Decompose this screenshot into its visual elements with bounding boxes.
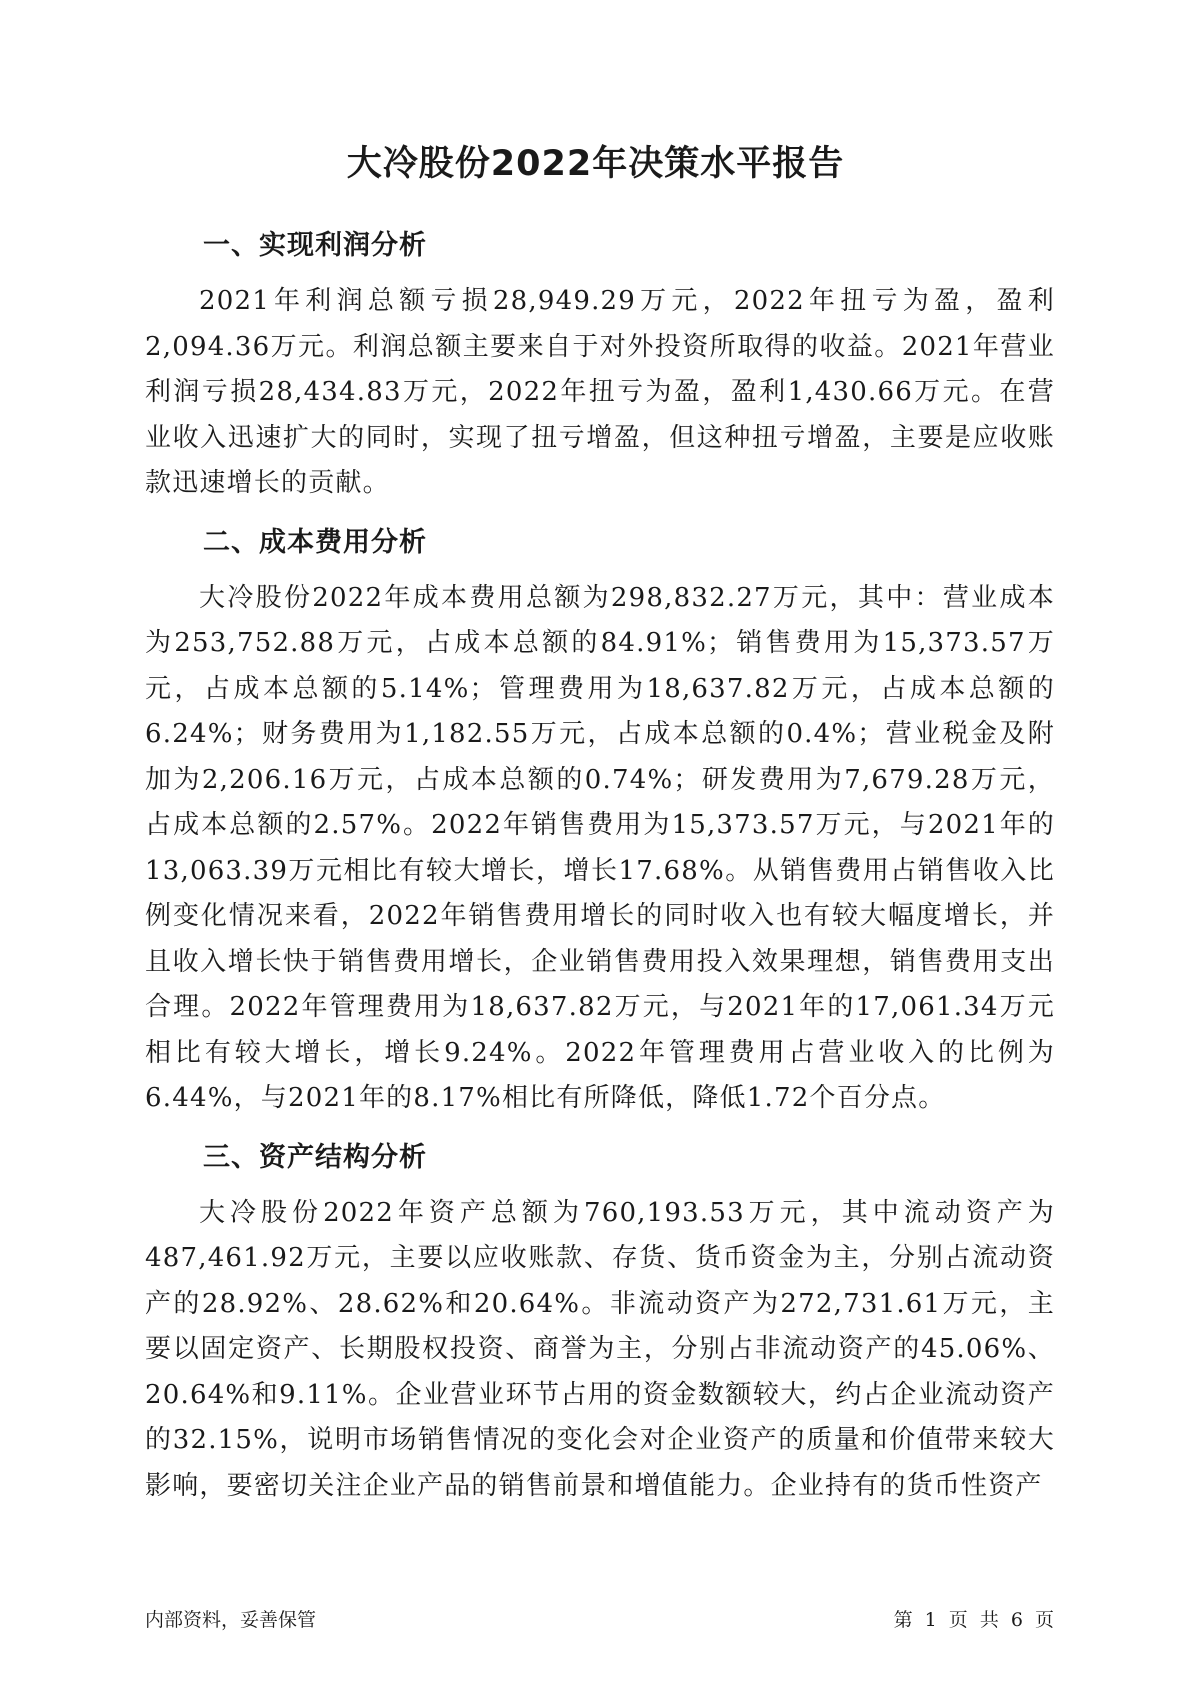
section-paragraph-cost: 大冷股份2022年成本费用总额为298,832.27万元，其中：营业成本为253,752.88万元，占成本总额的84.91%；销售费用为15,373.57万元，占成本总额的5.14%；管理费用为18,637.82万元，占成本总额的6.24%；财务费用为1,182.55万元，占成本总额的0.4%；营业税金及附加为2,206.16万元，占成本总额的0.74%；研发费用为7,679.28万元，占成本总额的2.57%。2022年销售费用为15,373.57万元，与2021年的13,063.39万元相比有较大增长，增长17.68%。从销售费用占销售收入比例变化情况来看，2022年销售费用增长的同时收入也有较大幅度增长，并且收入增长快于销售费用增长，企业销售费用投入效果理想，销售费用支出合理。2022年管理费用为18,637.82万元，与2021年的17,061.34万元相比有较大增长，增长9.24%。2022年管理费用占营业收入的比例为6.44%，与2021年的8.17%相比有所降低，降低1.72个百分点。 [145, 582, 1055, 1113]
document-title: 大冷股份2022年决策水平报告 [346, 144, 845, 184]
document-body [145, 222, 1055, 1521]
section-heading-profit: 一、实现利润分析 [203, 230, 427, 261]
footer-page-number: 第 1 页 共 6 页 [893, 1609, 1054, 1631]
section-paragraph-assets: 大冷股份2022年资产总额为760,193.53万元，其中流动资产为487,461.92万元，主要以应收账款、存货、货币资金为主，分别占流动资产的28.92%、28.62%和20.64%。非流动资产为272,731.61万元，主要以固定资产、长期股权投资、商誉为主，分别占非流动资产的45.06%、20.64%和9.11%。企业营业环节占用的资金数额较大，约占企业流动资产的32.15%，说明市场销售情况的变化会对企业资产的质量和价值带来较大影响，要密切关注企业产品的销售前景和增值能力。企业持有的货币性资产 [145, 1197, 1055, 1501]
section-heading-cost: 二、成本费用分析 [203, 526, 427, 558]
section-heading-assets: 三、资产结构分析 [203, 1141, 427, 1173]
footer-confidential-note: 内部资料，妥善保管 [145, 1609, 317, 1631]
section-paragraph-profit: 2021年利润总额亏损28,949.29万元，2022年扭亏为盈，盈利2,094.36万元。利润总额主要来自于对外投资所取得的收益。2021年营业利润亏损28,434.83万元，2022年扭亏为盈，盈利1,430.66万元。在营业收入迅速扩大的同时，实现了扭亏增盈，但这种扭亏增盈，主要是应收账款迅速增长的贡献。 [145, 286, 1055, 498]
